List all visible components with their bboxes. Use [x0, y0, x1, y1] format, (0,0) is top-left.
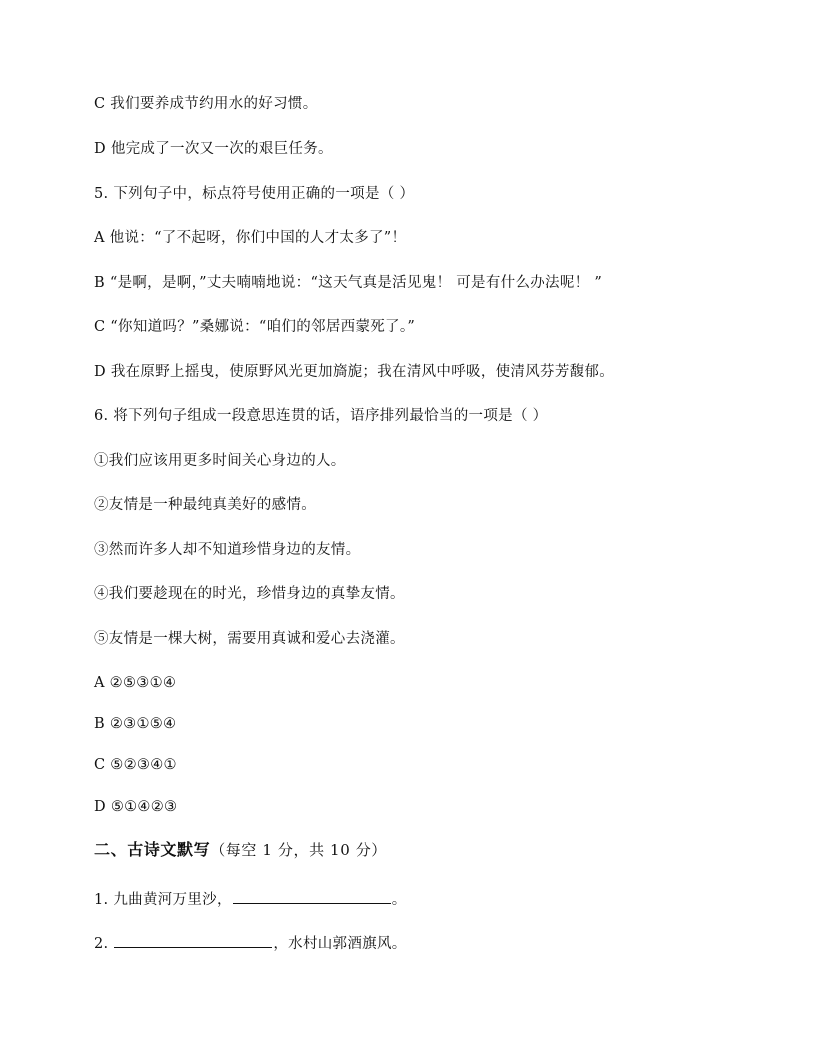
q4-option-d: D 他完成了一次又一次的艰巨任务。: [94, 141, 333, 157]
q5-option-b: B “是啊，是啊，”丈夫喃喃地说：“这天气真是活见鬼！ 可是有什么办法呢！ ”: [94, 275, 603, 291]
section-2-score-note: （每空 1 分，共 10 分）: [210, 841, 387, 859]
poem-item-2-blank[interactable]: [114, 933, 272, 948]
poem-item-2-prefix: 2.: [94, 936, 114, 952]
q4-option-c: C 我们要养成节约用水的好习惯。: [94, 96, 318, 112]
q6-sentence-4: ④我们要趁现在的时光，珍惜身边的真挚友情。: [94, 586, 405, 602]
q5-stem: 5. 下列句子中，标点符号使用正确的一项是（ ）: [94, 186, 415, 202]
section-2-heading: [94, 840, 387, 860]
q6-option-a: A ②⑤③①④: [94, 675, 177, 691]
q6-stem: 6. 将下列句子组成一段意思连贯的话，语序排列最恰当的一项是（ ）: [94, 408, 548, 424]
q6-option-d: D ⑤①④②③: [94, 799, 178, 815]
q6-sentence-3: ③然而许多人却不知道珍惜身边的友情。: [94, 542, 361, 558]
section-2-title: 二、古诗文默写: [94, 840, 211, 859]
poem-item-1-prefix: 1. 九曲黄河万里沙，: [94, 892, 232, 908]
q5-option-c: C “你知道吗？”桑娜说：“咱们的邻居西蒙死了。”: [94, 319, 416, 335]
poem-item-2-suffix: ，水村山郭酒旗风。: [273, 936, 407, 952]
q5-option-d: D 我在原野上摇曳，使原野风光更加旖旎；我在清风中呼吸，使清风芬芳馥郁。: [94, 364, 615, 380]
poem-item-2: [94, 933, 407, 954]
q6-option-c: C ⑤②③④①: [94, 757, 177, 773]
q6-option-b: B ②③①⑤④: [94, 716, 177, 732]
poem-item-1-blank[interactable]: [233, 889, 391, 904]
q6-sentence-2: ②友情是一种最纯真美好的感情。: [94, 497, 316, 513]
q6-sentence-1: ①我们应该用更多时间关心身边的人。: [94, 453, 346, 469]
poem-item-1-suffix: 。: [391, 892, 407, 908]
q5-option-a: A 他说：“了不起呀，你们中国的人才太多了”！: [94, 230, 407, 246]
poem-item-1: [94, 889, 407, 910]
q6-sentence-5: ⑤友情是一棵大树，需要用真诚和爱心去浇灌。: [94, 631, 405, 647]
